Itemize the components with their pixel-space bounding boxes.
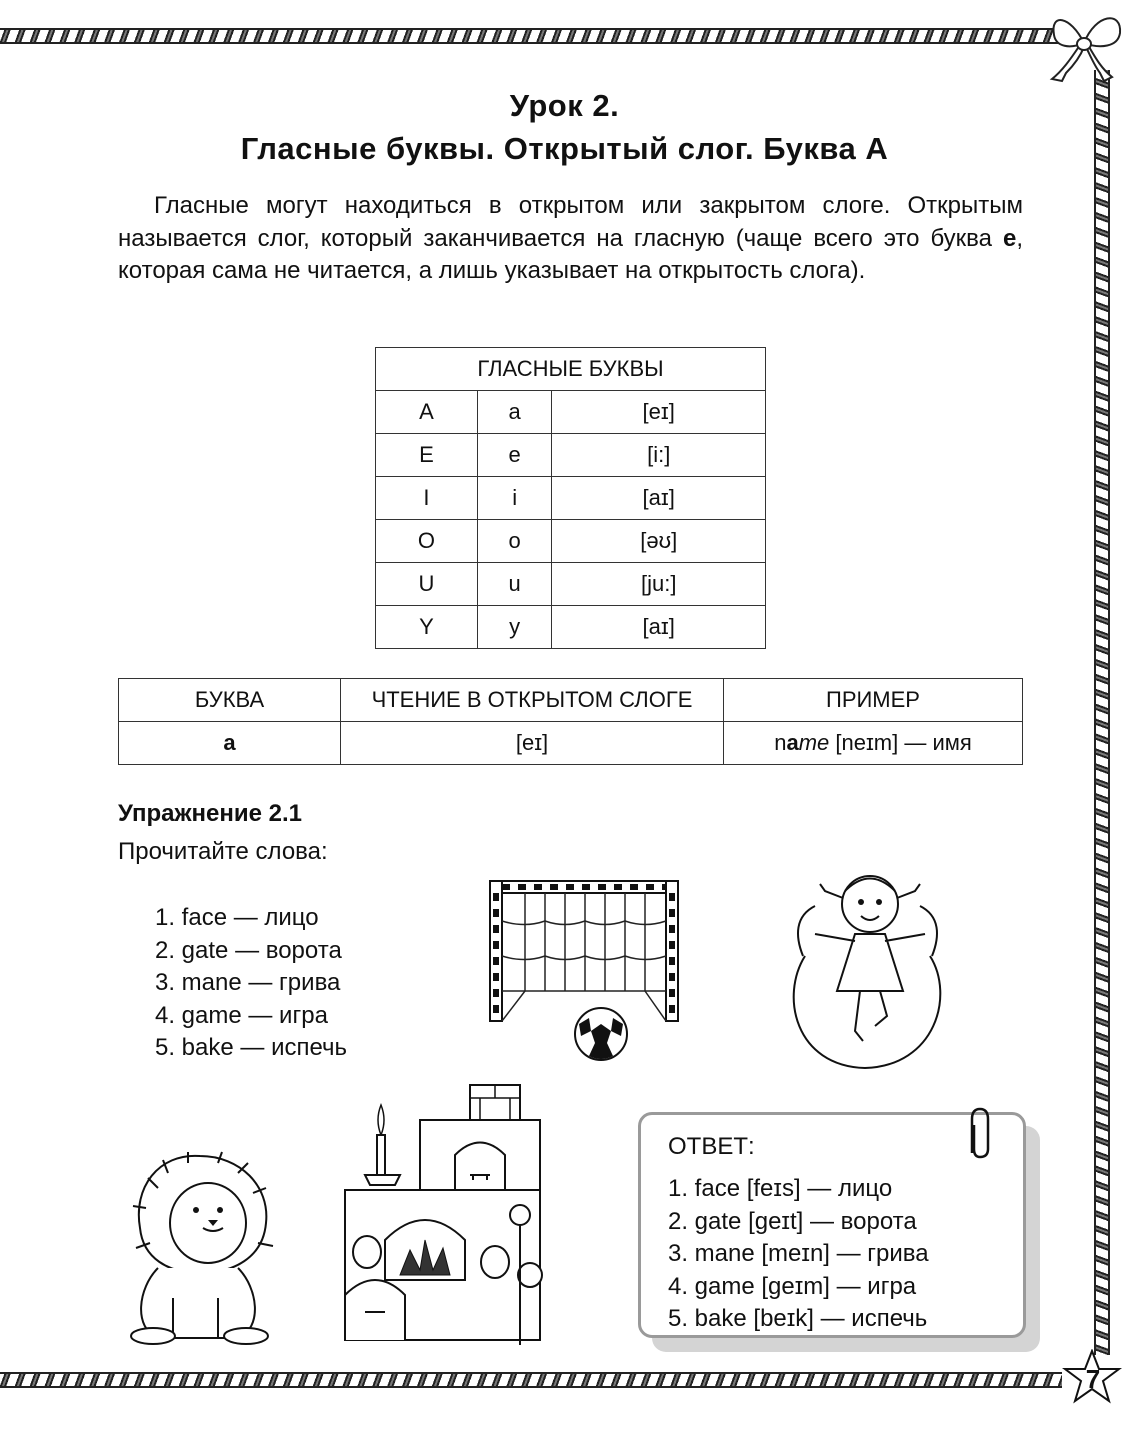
header-letter: БУКВА [119, 679, 341, 722]
vowel-upper: O [376, 520, 478, 563]
vowel-sound: [aɪ] [552, 606, 766, 649]
girl-jumping-rope-illustration [775, 856, 965, 1076]
table-row [376, 477, 766, 520]
vowel-sound: [eɪ] [552, 391, 766, 434]
reading-cell: [eɪ] [341, 722, 724, 765]
table-row [376, 520, 766, 563]
list-item: 4. game — игра [155, 1001, 328, 1029]
header-reading: ЧТЕНИЕ В ОТКРЫТОМ СЛОГЕ [341, 679, 724, 722]
answer-title: ОТВЕТ: [668, 1133, 755, 1160]
intro-text-part1: Гласные могут находиться в открытом или закрытом слоге. Открытым называется слог, который заканчивается на гласную (чаще всего это буква [118, 192, 1023, 252]
exercise-instruction: Прочитайте слова: [118, 838, 328, 865]
page-number: 7 [1085, 1364, 1101, 1394]
vowel-upper: Y [376, 606, 478, 649]
bow-icon [1040, 5, 1129, 85]
table-row [376, 606, 766, 649]
vowel-lower: i [477, 477, 552, 520]
reading-table [118, 678, 1023, 765]
intro-paragraph [118, 190, 1023, 288]
russian-stove-illustration [325, 1080, 555, 1350]
vowel-sound: [i:] [552, 434, 766, 477]
lesson-title: Гласные буквы. Открытый слог. Буква А [240, 131, 889, 166]
vowel-sound: [ju:] [552, 563, 766, 606]
vowels-table [375, 347, 766, 649]
header-example: ПРИМЕР [724, 679, 1023, 722]
list-item: 5. bake — испечь [155, 1034, 348, 1061]
vowel-lower: o [477, 520, 552, 563]
intro-bold-letter: e [1002, 224, 1017, 252]
table-row [376, 563, 766, 606]
example-rest: [neɪm] — имя [829, 730, 972, 755]
paperclip-icon [962, 1105, 998, 1161]
vowel-sound: [əʊ] [552, 520, 766, 563]
vowel-upper: I [376, 477, 478, 520]
list-item: 3. mane [meɪn] — грива [668, 1240, 929, 1267]
intro-text-part2: , которая сама не читается, а лишь указывает на открытость слога). [118, 224, 1023, 284]
example-bold: a [786, 730, 799, 755]
vowel-upper: U [376, 563, 478, 606]
exercise-title: Упражнение 2.1 [118, 800, 303, 827]
exercise-word-list [155, 902, 347, 1065]
soccer-goal-illustration [485, 876, 685, 1066]
list-item: 2. gate — ворота [155, 936, 342, 964]
table-row [119, 722, 1023, 765]
vowel-lower: y [477, 606, 552, 649]
list-item: 4. game [geɪm] — игра [668, 1272, 917, 1300]
example-pre: n [774, 730, 787, 755]
top-rope-border [0, 28, 1075, 44]
list-item: 1. face [feɪs] — лицо [668, 1175, 893, 1202]
list-item: 1. face — лицо [155, 904, 319, 931]
vowel-lower: u [477, 563, 552, 606]
list-item: 2. gate [geɪt] — ворота [668, 1207, 917, 1235]
vowel-lower: e [477, 434, 552, 477]
vowel-sound: [aɪ] [552, 477, 766, 520]
list-item: 5. bake [beɪk] — испечь [668, 1305, 928, 1332]
lion-illustration [118, 1148, 283, 1348]
example-italic: me [798, 730, 830, 755]
lesson-number: Урок 2. [509, 88, 620, 123]
list-item: 3. mane — грива [155, 969, 341, 996]
table-row [376, 434, 766, 477]
answer-list [668, 1173, 929, 1336]
bottom-rope-border [0, 1372, 1062, 1388]
vowel-upper: E [376, 434, 478, 477]
vowel-lower: a [477, 391, 552, 434]
vowels-table-header: ГЛАСНЫЕ БУКВЫ [376, 348, 766, 391]
right-rope-border [1094, 70, 1110, 1355]
table-row [376, 391, 766, 434]
example-cell [724, 722, 1023, 765]
letter-cell: a [119, 722, 341, 765]
vowel-upper: A [376, 391, 478, 434]
